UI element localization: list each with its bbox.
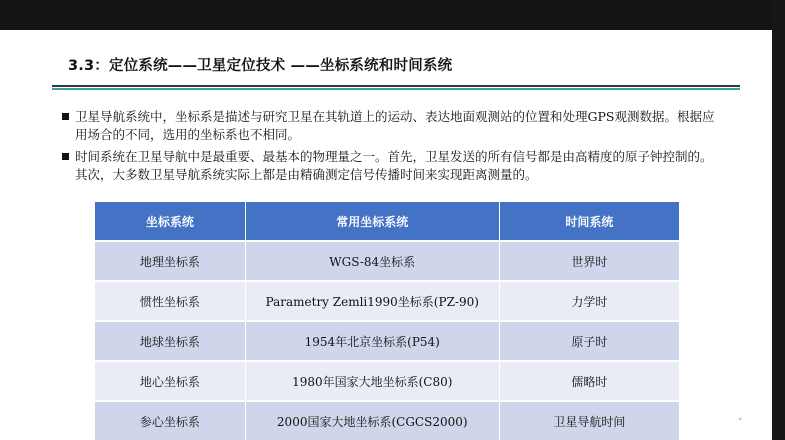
header-common-coordinate-system: 常用坐标系统 — [246, 202, 500, 240]
cell-time-system: 力学时 — [500, 280, 679, 320]
square-bullet-icon — [62, 113, 69, 120]
slide-title: 3.3：定位系统——卫星定位技术 ——坐标系统和时间系统 — [68, 58, 453, 74]
header-time-system: 时间系统 — [500, 202, 679, 240]
window-right-edge — [772, 0, 785, 440]
paragraph-time-systems — [62, 148, 722, 184]
table-row — [95, 240, 679, 280]
cell-time-system: 世界时 — [500, 240, 679, 280]
cell-common-system: 1980年国家大地坐标系(C80) — [246, 360, 500, 400]
cell-time-system: 原子时 — [500, 320, 679, 360]
paragraph-text: 时间系统在卫星导航中是最重要、最基本的物理量之一。首先，卫星发送的所有信号都是由高精度的原子钟控制的。其次，大多数卫星导航系统实际上都是由精确测定信号传播时间来实现距离测量的。 — [75, 149, 713, 182]
title-divider-teal — [52, 88, 740, 90]
table-row — [95, 280, 679, 320]
paragraph-coordinate-systems — [62, 108, 722, 144]
cell-common-system: Parametry Zemli1990坐标系(PZ-90) — [246, 280, 500, 320]
square-bullet-icon — [62, 153, 69, 160]
cell-coordinate-system: 参心坐标系 — [95, 400, 246, 440]
cell-coordinate-system: 惯性坐标系 — [95, 280, 246, 320]
cell-time-system: 儒略时 — [500, 360, 679, 400]
cell-coordinate-system: 地理坐标系 — [95, 240, 246, 280]
coordinate-time-table — [95, 202, 679, 440]
cell-common-system: 2000国家大地坐标系(CGCS2000) — [246, 400, 500, 440]
table-row — [95, 320, 679, 360]
cell-coordinate-system: 地心坐标系 — [95, 360, 246, 400]
table-header-row — [95, 202, 679, 240]
slide-corner-mark: ˅ — [738, 418, 743, 428]
slide — [0, 30, 772, 440]
table-row — [95, 400, 679, 440]
title-divider-dark — [52, 85, 740, 87]
table-row — [95, 360, 679, 400]
paragraph-text: 卫星导航系统中，坐标系是描述与研究卫星在其轨道上的运动、表达地面观测站的位置和处理GPS观测数据。根据应用场合的不同，选用的坐标系也不相同。 — [75, 109, 715, 142]
cell-common-system: 1954年北京坐标系(P54) — [246, 320, 500, 360]
cell-common-system: WGS-84坐标系 — [246, 240, 500, 280]
window-top-bar — [0, 0, 785, 30]
cell-coordinate-system: 地球坐标系 — [95, 320, 246, 360]
header-coordinate-system: 坐标系统 — [95, 202, 246, 240]
cell-time-system: 卫星导航时间 — [500, 400, 679, 440]
